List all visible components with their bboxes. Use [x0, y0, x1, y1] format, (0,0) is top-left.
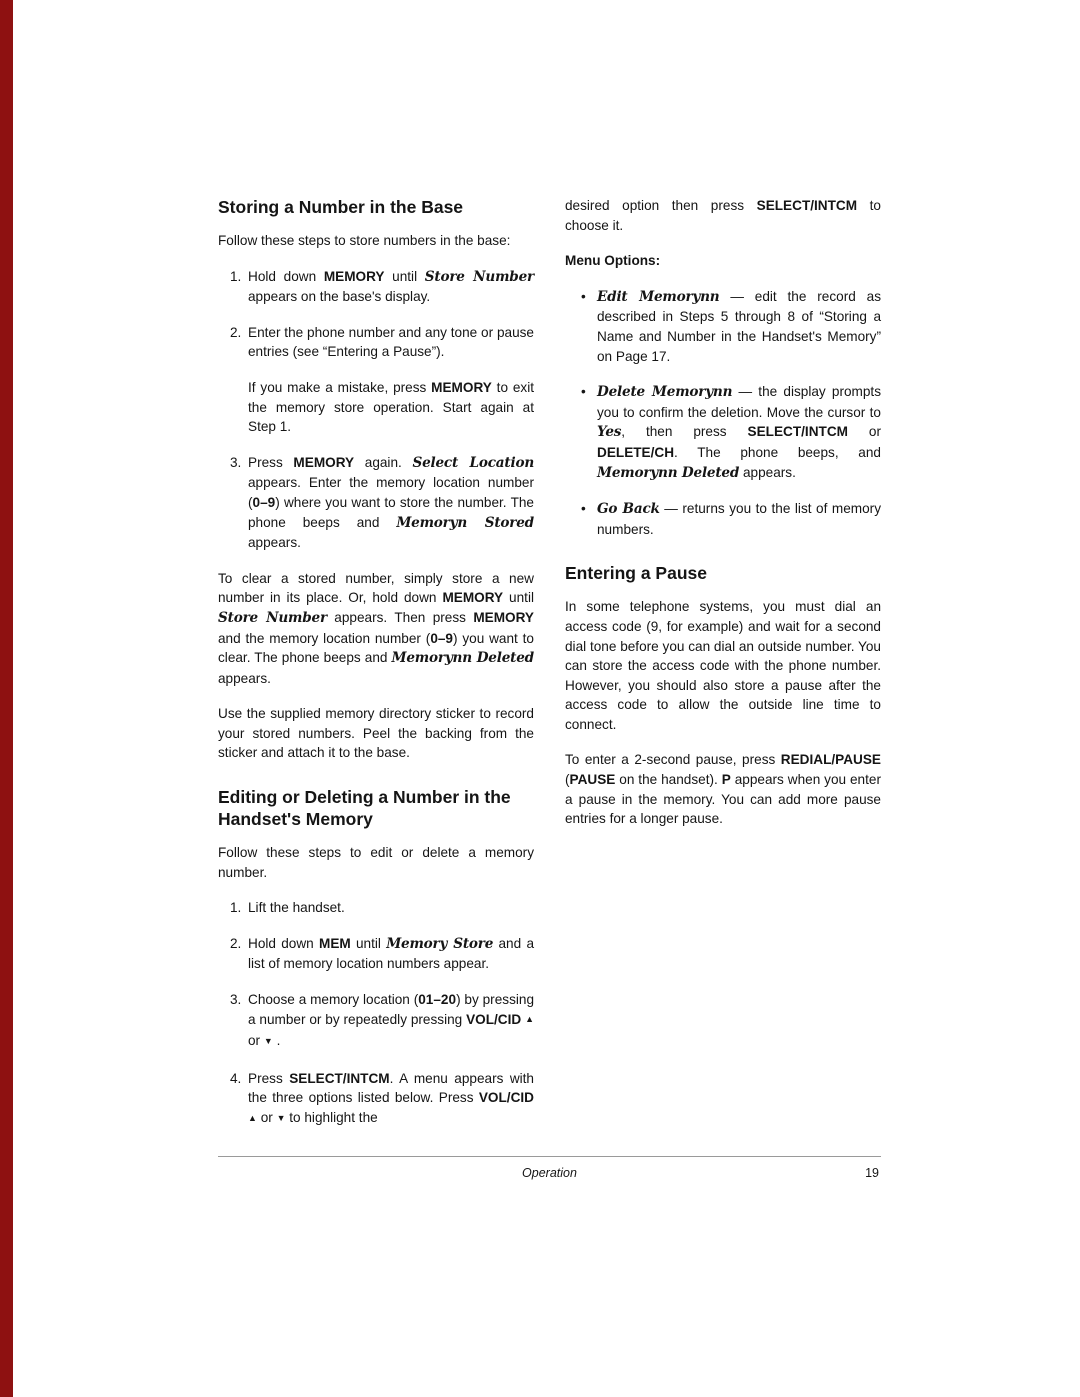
text-run: Follow these steps to edit or delete a memory number. [218, 845, 538, 880]
bold-text: SELECT/INTCM [289, 1070, 390, 1086]
bold-text: REDIAL/PAUSE [780, 752, 881, 768]
text-run: until [350, 935, 387, 951]
footer-rule [218, 1156, 881, 1157]
numbered-list-item [218, 323, 538, 362]
list-item-text [248, 453, 538, 553]
text-run: appears on the base's display. [248, 268, 538, 305]
text-run: or [256, 1110, 277, 1125]
text-run: — returns you to the list of memory numbers. [597, 501, 885, 537]
display-text: Select Location [412, 454, 535, 471]
text-run: . A menu appears with the three options listed below. Press [248, 1070, 538, 1106]
paragraph [218, 231, 534, 251]
text-run: or [248, 1011, 538, 1049]
list-item-number: 2. [230, 324, 242, 340]
list-item-number: 3. [230, 992, 242, 1008]
display-text: Memoryn Stored [396, 514, 534, 531]
down-arrow-icon: ▼ [276, 1112, 286, 1123]
numbered-list-item [218, 934, 538, 974]
display-text: Delete Memorynn [597, 384, 733, 401]
display-text: Memory Store [386, 935, 494, 952]
display-text: Memorynn Deleted [597, 464, 740, 481]
list-item-text [597, 287, 885, 366]
bullet-list-item [565, 382, 885, 483]
page-edge-strip [0, 0, 13, 1397]
display-text: Yes [597, 424, 622, 441]
list-item-text [597, 382, 885, 483]
bold-text: VOL/CID [466, 1011, 522, 1027]
section-heading [218, 786, 534, 830]
text-run: — the display prompts you to confirm the deletion. Move the cursor to [597, 384, 885, 420]
numbered-list-item [218, 898, 534, 918]
bold-text: MEMORY [442, 590, 504, 606]
text-run: ) where you want to store the number. The phone beeps and [248, 494, 538, 530]
text-run: appears. Enter the memory location number ( [248, 454, 538, 510]
text-run: Choose a memory location ( [248, 992, 419, 1008]
display-text: Store Number [218, 609, 327, 626]
text-run: In some telephone systems, you must dial an access code (9, for example) and wait for a second dial tone before you can dial an outside number. You can store the access code with the phone number. However, you should also store a pause after the access code to allow the outside line time to connect. [565, 599, 885, 732]
bullet-marker: • [581, 288, 586, 304]
text-run: Enter the phone number and any tone or pause entries (see “Entering a Pause”). [248, 324, 538, 360]
text-run: appears when you enter a pause in the memory. You can add more pause entries for a longer pause. [565, 772, 885, 827]
bold-text: VOL/CID [478, 1090, 534, 1106]
text-run: ) you want to clear. The phone beeps and [218, 630, 538, 666]
text-run: appears. Then press [326, 609, 474, 625]
section-heading [218, 196, 534, 218]
paragraph [218, 704, 538, 763]
bold-text: SELECT/INTCM [756, 198, 858, 213]
bold-text: MEMORY [473, 609, 534, 625]
text-run: appears. [248, 514, 538, 551]
text-run: Lift the handset. [248, 900, 345, 916]
text-run: Editing or Deleting a Number in the Handset's Memory [218, 787, 516, 830]
text-run: To enter a 2-second pause, press [565, 752, 781, 768]
bold-text: MEMORY [323, 268, 385, 284]
text-run: . [272, 1033, 281, 1049]
list-item-number: 3. [230, 454, 242, 470]
footer-row [218, 1166, 881, 1188]
footer-page-number: 19 [865, 1166, 879, 1180]
list-item-text [248, 934, 538, 974]
sub-paragraph [248, 378, 538, 437]
display-text: Memorynn Deleted [391, 650, 534, 667]
bold-text: MEMORY [293, 454, 355, 470]
bold-text: 01–20 [418, 992, 457, 1008]
text-run: to exit the memory store operation. Start again at Step 1. [248, 379, 538, 435]
text-run: appears. [739, 464, 796, 480]
text-run: . The phone beeps, and [674, 444, 885, 460]
text-run: desired option then press [565, 198, 757, 213]
left-column [218, 196, 538, 1146]
display-text: Store Number [424, 268, 534, 285]
bold-text: MEMORY [431, 379, 492, 395]
numbered-list-item [218, 453, 538, 553]
text-run: ( [565, 752, 885, 788]
bullet-marker: • [581, 384, 586, 400]
text-run: , then press [621, 424, 748, 440]
text-run: to choose it. [565, 198, 885, 233]
paragraph [565, 597, 885, 734]
list-item-number: 1. [230, 268, 242, 284]
list-item-number: 1. [230, 900, 242, 916]
numbered-list-item [218, 1069, 538, 1130]
list-item-text [248, 1069, 538, 1130]
bold-text: MEM [319, 935, 351, 951]
text-run: until [503, 590, 538, 606]
text-run: and the memory location number ( [218, 609, 538, 646]
list-item-text [248, 267, 538, 307]
numbered-list-item [218, 267, 538, 307]
text-run: Entering a Pause [565, 563, 707, 584]
up-arrow-icon: ▲ [248, 1112, 257, 1123]
text-run: — edit the record as described in Steps 5 through 8 of “Storing a Name and Number in the Handset's Memory” on Page 17. [597, 288, 885, 364]
page-footer [218, 1156, 881, 1188]
text-run [534, 1090, 538, 1105]
text-run: Hold down [248, 935, 319, 951]
bold-text: PAUSE [569, 772, 616, 788]
bold-text: 0–9 [430, 630, 453, 646]
text-run: again. [354, 454, 413, 470]
text-run: Hold down [248, 268, 324, 284]
text-run: until [384, 268, 425, 284]
down-arrow-icon: ▼ [263, 1035, 273, 1046]
bullet-list-item [565, 499, 885, 539]
text-run: and a list of memory location numbers appear. [248, 935, 538, 972]
text-run: appears. [218, 650, 538, 686]
paragraph [565, 750, 885, 828]
paragraph [565, 251, 881, 271]
right-column [565, 196, 885, 1146]
bold-text: DELETE/CH [597, 444, 675, 460]
up-arrow-icon: ▲ [525, 1014, 534, 1025]
list-item-text [248, 898, 534, 918]
paragraph [218, 569, 538, 689]
text-run: Use the supplied memory directory sticker to record your stored numbers. Peel the backing from the sticker and attach it to the base. [218, 706, 538, 761]
display-text: Go Back [597, 501, 660, 518]
bullet-marker: • [581, 501, 586, 517]
page-content [218, 196, 885, 1146]
list-item-text [248, 990, 538, 1053]
bold-text: P [721, 772, 731, 788]
text-run: If you make a mistake, press [248, 379, 432, 395]
bold-text: Menu Options: [565, 253, 661, 269]
footer-section-label: Operation [522, 1166, 577, 1180]
text-run: on the handset). [615, 772, 722, 788]
text-run: ) by pressing a number or by repeatedly pressing [248, 992, 538, 1027]
text-run: to highlight the [285, 1110, 378, 1125]
list-item-text [597, 499, 885, 539]
section-heading [565, 562, 881, 584]
bullet-list-item [565, 287, 885, 366]
paragraph [218, 843, 538, 882]
display-text: Edit Memorynn [597, 288, 720, 305]
list-item-number: 2. [230, 935, 242, 951]
text-run: or [847, 424, 885, 440]
list-item-text [248, 323, 538, 362]
bold-text: SELECT/INTCM [747, 424, 848, 440]
text-run: Press [248, 454, 294, 470]
numbered-list-item [218, 990, 538, 1053]
text-run: Follow these steps to store numbers in the base: [218, 233, 511, 248]
text-run: Press [248, 1070, 290, 1086]
paragraph [565, 196, 885, 235]
text-run: To clear a stored number, simply store a new number in its place. Or, hold down [218, 570, 538, 606]
list-item-number: 4. [230, 1070, 242, 1086]
text-run: Storing a Number in the Base [218, 197, 464, 217]
bold-text: 0–9 [252, 494, 276, 510]
